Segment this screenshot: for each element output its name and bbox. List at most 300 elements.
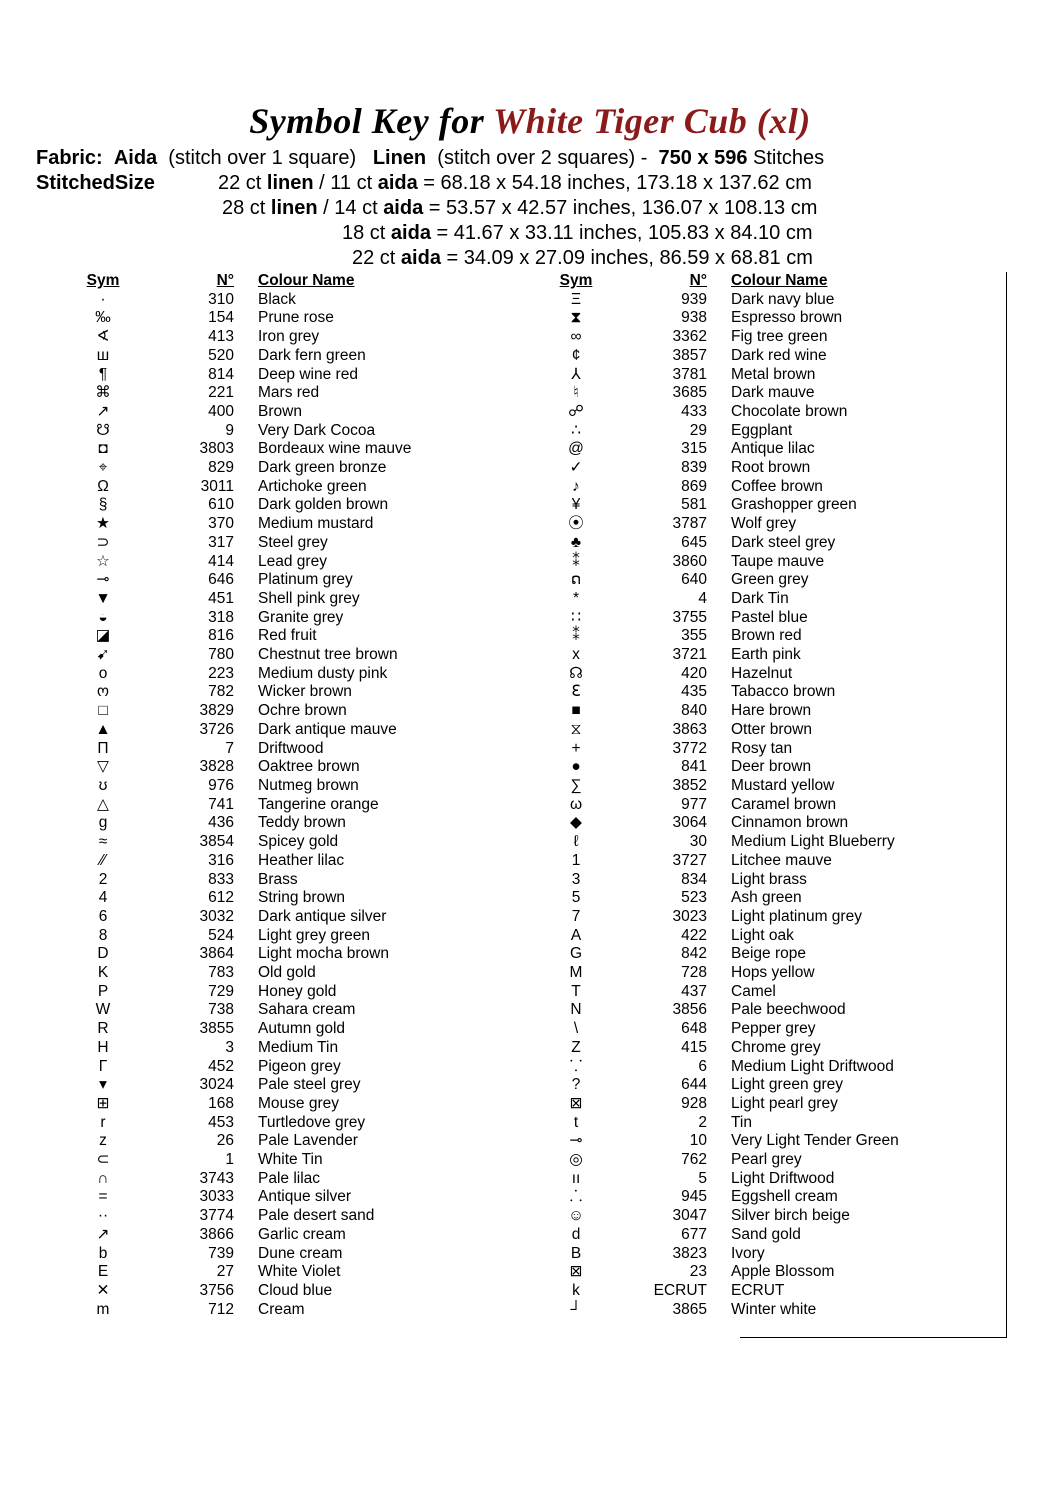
number-cell: 6 [698, 1057, 707, 1075]
symbol-cell: ⦿ [568, 515, 584, 533]
table-row [545, 1020, 971, 1039]
table-row [72, 833, 498, 852]
colour-name-cell: Cream [258, 1300, 305, 1318]
colour-name-cell: Litchee mauve [731, 851, 832, 869]
symbol-cell: ℇ [571, 683, 581, 701]
colour-name-cell: Artichoke green [258, 477, 367, 495]
number-cell: 3726 [199, 720, 234, 738]
table-row [72, 534, 498, 553]
symbol-cell: ⊞ [96, 1094, 110, 1112]
table-row [545, 1207, 971, 1226]
table-row [72, 1170, 498, 1189]
table-row [545, 440, 971, 459]
title-pattern-name: White Tiger Cub (xl) [493, 101, 811, 141]
symbol-cell: ∩ [97, 1169, 109, 1187]
number-cell: 317 [208, 533, 234, 551]
colour-name-cell: Mouse grey [258, 1094, 339, 1112]
table-row [545, 422, 971, 441]
number-cell: 523 [681, 889, 707, 907]
number-cell: 451 [208, 589, 234, 607]
colour-name-cell: Camel [731, 982, 776, 1000]
number-cell: 5 [698, 1169, 707, 1187]
symbol-cell: ⸫ [569, 1188, 583, 1206]
colour-name-cell: White Violet [258, 1263, 341, 1281]
number-cell: 780 [208, 646, 234, 664]
colour-name-cell: Espresso brown [731, 309, 843, 327]
number-cell: ECRUT [653, 1281, 707, 1299]
number-cell: 26 [216, 1132, 234, 1150]
number-cell: 610 [208, 496, 234, 514]
symbol-cell: ⊠ [569, 1263, 583, 1281]
symbol-cell: ☋ [96, 421, 110, 439]
symbol-cell: ? [571, 1076, 581, 1094]
number-cell: 318 [208, 608, 234, 626]
number-cell: 928 [681, 1094, 707, 1112]
sym-header: Sym [86, 272, 120, 289]
size-count: / 11 ct [313, 172, 378, 194]
size-count: / 14 ct [317, 197, 384, 219]
symbol-cell: · [100, 290, 106, 308]
symbol-cell: ¥ [571, 496, 581, 514]
colour-name-cell: Chestnut tree brown [258, 646, 398, 664]
table-row [72, 983, 498, 1002]
number-cell: 3064 [672, 814, 707, 832]
colour-name-cell: Turtledove grey [258, 1113, 366, 1131]
stitched-size-row [218, 172, 812, 195]
table-header-row [72, 272, 498, 291]
number-cell: 3852 [672, 776, 707, 794]
number-cell: 842 [681, 945, 707, 963]
colour-name-cell: Dark antique mauve [258, 720, 397, 738]
size-count: 28 ct [222, 197, 271, 219]
number-cell: 3856 [672, 1001, 707, 1019]
number-cell: 370 [208, 515, 234, 533]
number-cell: 9 [225, 421, 234, 439]
table-row [72, 927, 498, 946]
number-cell: 23 [689, 1263, 707, 1281]
number-cell: 27 [216, 1263, 234, 1281]
number-cell: 3024 [199, 1076, 234, 1094]
symbol-cell: ⸪ [569, 1057, 583, 1075]
table-row [545, 1039, 971, 1058]
number-cell: 453 [208, 1113, 234, 1131]
table-row [72, 814, 498, 833]
colour-name-cell: Lead grey [258, 552, 327, 570]
table-row [72, 1151, 498, 1170]
colour-name-cell: Eggshell cream [731, 1188, 838, 1206]
colour-name-cell: Dark fern green [258, 346, 366, 364]
number-cell: 413 [208, 328, 234, 346]
symbol-cell: ✓ [569, 459, 583, 477]
number-cell: 640 [681, 571, 707, 589]
symbol-cell: ⌘ [95, 384, 111, 402]
colour-name-cell: Steel grey [258, 533, 328, 551]
table-row [545, 1170, 971, 1189]
colour-name-cell: Light Driftwood [731, 1169, 835, 1187]
number-cell: 3865 [672, 1300, 707, 1318]
colour-name-cell: Teddy brown [258, 814, 346, 832]
table-row [545, 871, 971, 890]
symbol-cell: ∞ [570, 328, 582, 346]
table-row [545, 609, 971, 628]
colour-name-cell: Dark steel grey [731, 533, 836, 551]
symbol-cell: N [570, 1001, 582, 1019]
number-cell: 3781 [672, 365, 707, 383]
colour-name-cell: Dark antique silver [258, 907, 387, 925]
symbol-cell: ◘ [98, 440, 108, 458]
table-row [545, 833, 971, 852]
number-cell: 435 [681, 683, 707, 701]
colour-name-cell: Medium Tin [258, 1038, 339, 1056]
table-row [72, 422, 498, 441]
symbol-cell: ω [569, 795, 583, 813]
symbol-cell: K [97, 964, 109, 982]
table-row [545, 814, 971, 833]
symbol-cell: @ [568, 440, 584, 458]
fabric-aida-note: (stitch over 1 square) [168, 147, 357, 169]
symbol-cell: 6 [98, 907, 108, 925]
symbol-cell: G [569, 945, 583, 963]
colour-name-cell: Pale beechwood [731, 1001, 846, 1019]
symbol-cell: 8 [98, 926, 108, 944]
symbol-key-table-left [72, 272, 498, 1319]
symbol-cell: ∑ [570, 776, 582, 794]
number-cell: 415 [681, 1038, 707, 1056]
size-fabric: linen [266, 172, 314, 194]
symbol-cell: △ [97, 795, 109, 813]
symbol-cell: 3 [571, 870, 581, 888]
colour-name-cell: Bordeaux wine mauve [258, 440, 412, 458]
number-cell: 316 [208, 851, 234, 869]
table-row [72, 1039, 498, 1058]
symbol-cell: ♮ [573, 384, 579, 402]
number-cell: 3755 [672, 608, 707, 626]
colour-name-cell: Medium Light Driftwood [731, 1057, 894, 1075]
symbol-cell: + [571, 739, 581, 757]
table-row [545, 1151, 971, 1170]
symbol-cell: 5 [571, 889, 581, 907]
colour-name-cell: Very Light Tender Green [731, 1132, 899, 1150]
colour-name-cell: Garlic cream [258, 1225, 346, 1243]
table-row [545, 366, 971, 385]
table-row [545, 496, 971, 515]
colour-name-header: Colour Name [731, 272, 828, 289]
page-title [0, 100, 1060, 142]
table-row [545, 571, 971, 590]
symbol-cell: ∢ [96, 328, 110, 346]
table-row [545, 740, 971, 759]
table-row [72, 852, 498, 871]
number-cell: 3 [225, 1038, 234, 1056]
symbol-cell: ⌖ [98, 459, 108, 477]
stitched-size-row [222, 197, 817, 220]
colour-name-cell: Pale lilac [258, 1169, 321, 1187]
colour-name-cell: Hops yellow [731, 964, 815, 982]
symbol-cell: ➹ [96, 646, 110, 664]
table-row [545, 1058, 971, 1077]
size-dimensions: = 34.09 x 27.09 inches, 86.59 x 68.81 cm [440, 247, 813, 269]
colour-name-cell: Very Dark Cocoa [258, 421, 376, 439]
table-row [545, 328, 971, 347]
symbol-cell: R [97, 1020, 109, 1038]
table-row [72, 1245, 498, 1264]
number-cell: 648 [681, 1020, 707, 1038]
number-cell: 30 [689, 833, 707, 851]
table-row [72, 553, 498, 572]
colour-name-cell: Light brass [731, 870, 807, 888]
symbol-cell: ▼ [95, 589, 111, 607]
symbol-cell: ⁑ [572, 552, 580, 570]
table-row [72, 627, 498, 646]
colour-name-cell: Hazelnut [731, 664, 793, 682]
symbol-cell: k [572, 1281, 580, 1299]
table-row [72, 1001, 498, 1020]
symbol-cell: t [573, 1113, 579, 1131]
colour-name-cell: Driftwood [258, 739, 324, 757]
size-count: 22 ct [352, 247, 401, 269]
colour-name-cell: Apple Blossom [731, 1263, 835, 1281]
colour-name-cell: Tangerine orange [258, 795, 379, 813]
colour-name-cell: Dark green bronze [258, 459, 387, 477]
number-cell: 712 [208, 1300, 234, 1318]
number-cell: 834 [681, 870, 707, 888]
number-cell: 3857 [672, 346, 707, 364]
number-cell: 10 [689, 1132, 707, 1150]
table-row [545, 534, 971, 553]
table-row [72, 908, 498, 927]
symbol-cell: ⊸ [96, 571, 110, 589]
table-row [545, 1001, 971, 1020]
colour-name-cell: Wicker brown [258, 683, 352, 701]
table-row [72, 758, 498, 777]
table-row [72, 1263, 498, 1282]
number-cell: 3756 [199, 1281, 234, 1299]
symbol-cell: ┘ [570, 1300, 582, 1318]
symbol-cell: ☆ [96, 552, 110, 570]
number-header: N° [689, 272, 707, 289]
number-cell: 729 [208, 982, 234, 1000]
number-cell: 221 [208, 384, 234, 402]
fabric-label: Fabric: [36, 147, 103, 169]
symbol-cell: ℓ [573, 833, 579, 851]
colour-name-cell: Medium dusty pink [258, 664, 388, 682]
colour-name-cell: Dark golden brown [258, 496, 389, 514]
colour-name-cell: Platinum grey [258, 571, 353, 589]
table-row [72, 871, 498, 890]
colour-name-cell: Deer brown [731, 758, 812, 776]
table-row [545, 1114, 971, 1133]
size-count: 18 ct [342, 222, 391, 244]
number-cell: 839 [681, 459, 707, 477]
size-dimensions: = 53.57 x 42.57 inches, 136.07 x 108.13 cm [423, 197, 818, 219]
table-row [545, 908, 971, 927]
number-cell: 414 [208, 552, 234, 570]
number-cell: 3854 [199, 833, 234, 851]
number-cell: 1 [225, 1151, 234, 1169]
colour-name-cell: Beige rope [731, 945, 806, 963]
number-cell: 223 [208, 664, 234, 682]
number-cell: 762 [681, 1151, 707, 1169]
number-cell: 3685 [672, 384, 707, 402]
table-row [72, 721, 498, 740]
colour-name-cell: Dark Tin [731, 589, 789, 607]
colour-name-cell: Granite grey [258, 608, 344, 626]
number-cell: 3828 [199, 758, 234, 776]
table-row [72, 590, 498, 609]
colour-name-cell: Oaktree brown [258, 758, 360, 776]
number-cell: 938 [681, 309, 707, 327]
fabric-line [36, 147, 824, 170]
number-cell: 520 [208, 346, 234, 364]
table-row [72, 609, 498, 628]
number-cell: 645 [681, 533, 707, 551]
table-row [545, 758, 971, 777]
colour-name-cell: Light grey green [258, 926, 371, 944]
stitches-label: Stitches [753, 147, 825, 169]
colour-name-cell: Brown red [731, 627, 802, 645]
number-cell: 3772 [672, 739, 707, 757]
symbol-cell: x [572, 646, 580, 664]
number-cell: 3727 [672, 851, 707, 869]
colour-name-cell: Pepper grey [731, 1020, 816, 1038]
symbol-cell: ⊃ [96, 533, 110, 551]
number-cell: 3823 [672, 1244, 707, 1262]
table-row [72, 646, 498, 665]
number-cell: 3774 [199, 1207, 234, 1225]
number-cell: 728 [681, 964, 707, 982]
colour-name-cell: Ash green [731, 889, 802, 907]
table-row [545, 777, 971, 796]
symbol-cell: M [569, 964, 583, 982]
colour-name-cell: Cloud blue [258, 1281, 333, 1299]
colour-name-cell: Light mocha brown [258, 945, 389, 963]
table-row [545, 665, 971, 684]
colour-name-cell: Metal brown [731, 365, 816, 383]
number-cell: 3033 [199, 1188, 234, 1206]
number-cell: 437 [681, 982, 707, 1000]
table-row [545, 1245, 971, 1264]
symbol-cell: Γ [98, 1057, 108, 1075]
symbol-cell: \ [573, 1020, 579, 1038]
number-cell: 154 [208, 309, 234, 327]
colour-name-cell: White Tin [258, 1151, 323, 1169]
symbol-cell: ▲ [95, 720, 111, 738]
colour-name-cell: Medium Light Blueberry [731, 833, 895, 851]
table-row [545, 309, 971, 328]
number-cell: 3864 [199, 945, 234, 963]
table-row [72, 496, 498, 515]
table-row [545, 515, 971, 534]
symbol-cell: Ω [97, 477, 109, 495]
table-row [72, 1188, 498, 1207]
symbol-cell: □ [98, 702, 108, 720]
number-cell: 3829 [199, 702, 234, 720]
symbol-cell: 2 [98, 870, 108, 888]
number-cell: 939 [681, 290, 707, 308]
symbol-cell: ♪ [572, 477, 580, 495]
number-cell: 3011 [200, 477, 234, 495]
colour-name-cell: Pale steel grey [258, 1076, 361, 1094]
colour-name-cell: Honey gold [258, 982, 337, 1000]
pattern-size: 750 x 596 [658, 147, 748, 169]
size-dimensions: = 41.67 x 33.11 inches, 105.83 x 84.10 cm [430, 222, 813, 244]
number-cell: 3866 [199, 1225, 234, 1243]
symbol-cell: 4 [98, 889, 108, 907]
number-cell: 3047 [672, 1207, 707, 1225]
colour-name-cell: Tin [731, 1113, 752, 1131]
symbol-cell: ☍ [568, 402, 584, 420]
symbol-cell: H [97, 1038, 109, 1056]
colour-name-cell: String brown [258, 889, 346, 907]
colour-name-cell: Spicey gold [258, 833, 339, 851]
symbol-cell: 1 [571, 851, 581, 869]
table-row [72, 1226, 498, 1245]
colour-name-cell: Pale Lavender [258, 1132, 358, 1150]
colour-name-cell: Cinnamon brown [731, 814, 849, 832]
colour-name-cell: Fig tree green [731, 328, 828, 346]
table-row [72, 1132, 498, 1151]
table-row [545, 1263, 971, 1282]
right-border-line [1006, 272, 1007, 1338]
colour-name-cell: Dune cream [258, 1244, 343, 1262]
symbol-cell: § [98, 496, 108, 514]
table-row [545, 291, 971, 310]
size-count: 22 ct [218, 172, 267, 194]
table-row [72, 1207, 498, 1226]
table-body [545, 291, 971, 1320]
colour-name-cell: Eggplant [731, 421, 793, 439]
table-row [545, 590, 971, 609]
table-row [545, 347, 971, 366]
table-row [72, 384, 498, 403]
table-row [545, 627, 971, 646]
colour-name-cell: Ivory [731, 1244, 765, 1262]
colour-name-cell: Dark mauve [731, 384, 815, 402]
symbol-cell: ≈ [98, 833, 108, 851]
symbol-cell: ✕ [96, 1281, 110, 1299]
colour-name-cell: Wolf grey [731, 515, 797, 533]
number-cell: 741 [208, 795, 234, 813]
symbol-cell: r [100, 1113, 106, 1131]
colour-name-cell: Dark red wine [731, 346, 827, 364]
table-header-row [545, 272, 971, 291]
symbol-cell: o [98, 664, 108, 682]
number-cell: 420 [681, 664, 707, 682]
table-row [72, 1020, 498, 1039]
table-row [545, 478, 971, 497]
size-fabric: linen [270, 197, 318, 219]
colour-name-cell: Brown [258, 402, 302, 420]
fabric-aida: Aida [113, 147, 158, 169]
symbol-cell: ● [571, 758, 581, 776]
colour-name-cell: Antique lilac [731, 440, 815, 458]
symbol-cell: ດ [570, 571, 582, 589]
table-row [72, 515, 498, 534]
table-row [72, 478, 498, 497]
symbol-cell: W [95, 1001, 111, 1019]
number-cell: 4 [698, 589, 707, 607]
colour-name-cell: Dark navy blue [731, 290, 835, 308]
number-cell: 945 [681, 1188, 707, 1206]
table-row [545, 1188, 971, 1207]
colour-name-cell: Antique silver [258, 1188, 352, 1206]
symbol-cell: ¢ [571, 346, 581, 364]
number-cell: 814 [208, 365, 234, 383]
colour-name-cell: Chrome grey [731, 1038, 821, 1056]
colour-name-cell: Brass [258, 870, 298, 888]
table-row [545, 459, 971, 478]
symbol-cell: z [99, 1132, 107, 1150]
